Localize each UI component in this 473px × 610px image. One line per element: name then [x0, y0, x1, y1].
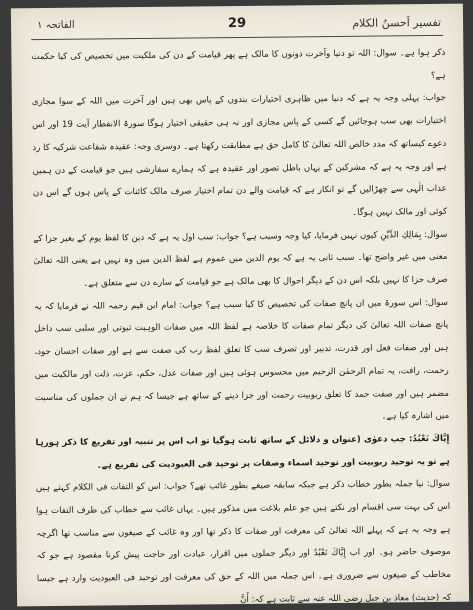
book-page	[11, 4, 469, 607]
paragraph: إِيَّاكَ نَعْبُدُ: جب دعوٰی (عنوان و دلائل کے ساتھ ثابت ہوگیا تو اب اس پر تنبیہ اور تفریع کا ذکر ہورہا ہے تو یہ توحید ربوبیت اور توحید اسماء وصفات پر توحید فی العبودیت کی تفریع ہے۔	[35, 433, 450, 471]
book-title: تفسیر اَحسنُ الکلام	[352, 15, 442, 30]
page-number: 29	[227, 15, 247, 32]
paragraph: سوال: اس سورۃ میں ان پانچ صفات کی تخصیص کا کیا سبب ہے؟ جواب: امام ابن قیم رحمہ اللہ نے فرمایا کہ یہ پانچ صفات اللہ تعالیٰ کی دیگر تمام صفات کا خلاصہ ہے لفظ اللہ میں صفات الوہیت ثبوتی اور سلبی سب داخل ہیں اور صفات فعل اور قدرت، تدبیر اور تصرف سب کا تعلق لفظ رب کی صفت سے ہے اور صفات احسان جود، رحمت، رافت، یہ تمام الرحمٰن الرحیم میں محسوس ہوئی ہیں اور صفات عدل، حکم، عزت، ذلت اور مالکیت میں مضمر ہیں اور صفت حمد کا تعلق ربوبیت رحمت اور جزا دینے کے ساتھ ہے جیسا کہ ہم نے ان جملوں کی مناسبت میں اشارہ کیا ہے۔	[33, 297, 450, 422]
paragraph: سوال: بِمَالِكِ الدِّيْنِ کیوں نہیں فرمایا، کیا وجہ وسبب ہے؟ جواب: سب اول یہ ہے کہ دین کا لفظ یوم کے بغیر جزا کے معنی میں غیر واضح تھا۔ سبب ثانی یہ ہے کہ یوم الدین میں عموم ہے لفظ الدین میں وہ نہیں ہے یعنی اللہ تعالیٰ صرف جزا کا نہیں بلکہ اس دن کے دیگر احوال کا بھی مالک ہے جو قیامت کے سارے دن سے متعلق ہے۔	[33, 229, 448, 289]
paragraph: سوال: نیا جملہ بطور خطاب ذکر ہے جبکہ سابقہ صیغے بطور غائب تھے؟ جواب: اس کو التفات فی الکلام کہتے ہیں اس کی بہت سی اقسام اور نکتے ہیں جو علم بلاغت میں مذکور ہیں۔ یہاں غائب سے خطاب کی طرف التفات ہوا ہے وجہ یہ ہے کہ پہلے اللہ تعالیٰ کی معرفت اور صفات کا ذکر تھا اور وہ غائب کے صیغوں سے مناسب تھا اگرچہ موصوف حاضر ہو۔ اور اب إِيَّاكَ نَعْبُدُ اور دیگر جملوں میں اقرار، عبادت اور حاجت پیش کرنا مقصود ہے جو کہ مخاطب کے صیغوں سے ضروری ہے۔ اس جملہ میں اللہ کے حق کی معرفت اور توحید فی العبودیت وارد ہے جیسا کہ (حدیث) معاذ بن جبل رضی اللہ عنہ سے ثابت ہے کہ: أَنَّ	[35, 479, 452, 605]
page-body	[31, 42, 452, 605]
surah-name: الفاتحہ ۱	[37, 19, 75, 32]
paragraph: ذکر ہوا ہے۔ سوال: اللہ تو دنیا وآخرت دونوں کا مالک ہے پھر قیامت کے دن کی ملکیت میں تخصیص کی کیا حکمت ہے؟	[31, 47, 446, 81]
paragraph: جواب: پہلی وجہ یہ ہے کہ دنیا میں ظاہری اختیارات بندوں کے پاس بھی ہیں اور آخرت میں اللہ کے سوا مجازی اختیارات بھی سب ہوجائیں گے کسی کے پاس مجازی اور نہ ہی حقیقی اختیار ہوگا سورۃ الانفطار آیت 19 اور اس دعوے کیساتھ کہ مدد خالص اللہ تعالیٰ کا کامل حق ہے مطابقت رکھتا ہے۔ دوسری وجہ: عقیدہ شفاعت شرکیہ کا رد ہے اور وجہ یہ ہے کہ مشرکین کے یہاں باطل تصور اور عقیدہ ہے کہ ہمارے سفارشی ہیں جو قیامت کے دن ہمیں عذاب الٰہی سے چھڑالیں گے تو انکار ہے کہ قیامت والے دن تمام اختیار صرف مالک کائنات کے پاس ہوں گے اس دن کوئی اور مالک نہیں ہوگا۔	[31, 93, 448, 218]
